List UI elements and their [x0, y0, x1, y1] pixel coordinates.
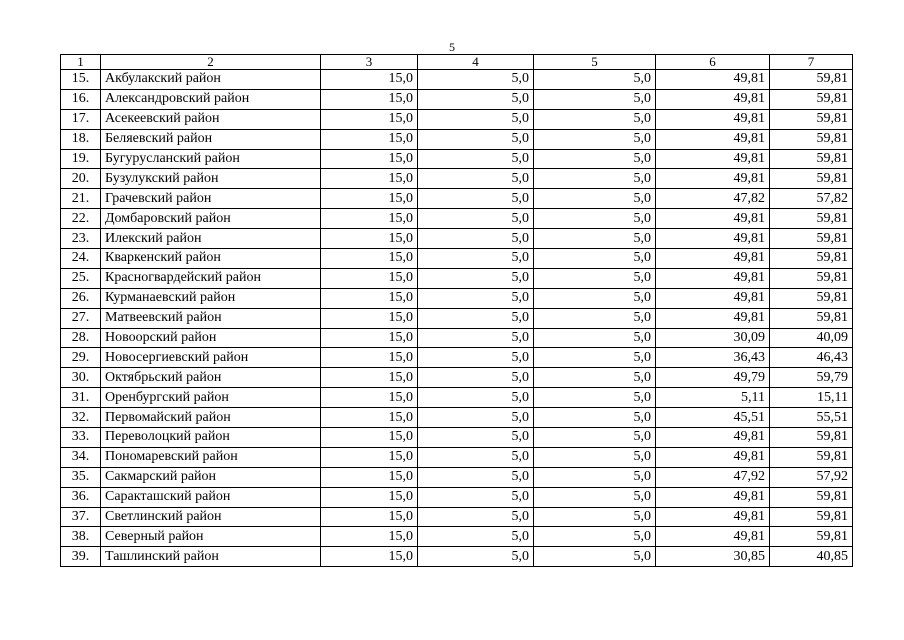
- value-cell: 15,0: [321, 428, 418, 448]
- value-cell: 15,0: [321, 547, 418, 567]
- district-name-cell: Александровский район: [101, 89, 321, 109]
- value-cell: 5,0: [534, 149, 656, 169]
- value-cell: 5,0: [534, 129, 656, 149]
- value-cell: 5,0: [418, 249, 534, 269]
- value-cell: 30,09: [656, 328, 770, 348]
- row-number-cell: 37.: [61, 507, 101, 527]
- value-cell: 45,51: [656, 408, 770, 428]
- value-cell: 59,81: [770, 308, 853, 328]
- value-cell: 5,0: [534, 348, 656, 368]
- value-cell: 15,0: [321, 129, 418, 149]
- value-cell: 5,0: [418, 229, 534, 249]
- value-cell: 5,0: [534, 408, 656, 428]
- value-cell: 5,0: [534, 189, 656, 209]
- value-cell: 5,0: [418, 408, 534, 428]
- data-table: [60, 54, 853, 567]
- row-number-cell: 30.: [61, 368, 101, 388]
- page-number: 5: [449, 40, 455, 54]
- value-cell: 5,0: [418, 328, 534, 348]
- district-name-cell: Новосергиевский район: [101, 348, 321, 368]
- value-cell: 5,0: [418, 89, 534, 109]
- value-cell: 59,81: [770, 268, 853, 288]
- value-cell: 5,11: [656, 388, 770, 408]
- value-cell: 5,0: [534, 268, 656, 288]
- district-name-cell: Оренбургский район: [101, 388, 321, 408]
- column-header: 1: [61, 55, 101, 70]
- value-cell: 40,85: [770, 547, 853, 567]
- value-cell: 49,81: [656, 249, 770, 269]
- district-name-cell: Бузулукский район: [101, 169, 321, 189]
- value-cell: 15,0: [321, 328, 418, 348]
- value-cell: 15,11: [770, 388, 853, 408]
- table-row: [61, 70, 853, 90]
- table-row: [61, 328, 853, 348]
- value-cell: 15,0: [321, 388, 418, 408]
- value-cell: 5,0: [418, 388, 534, 408]
- value-cell: 5,0: [418, 169, 534, 189]
- value-cell: 5,0: [534, 109, 656, 129]
- value-cell: 49,81: [656, 109, 770, 129]
- value-cell: 5,0: [418, 348, 534, 368]
- value-cell: 5,0: [418, 209, 534, 229]
- value-cell: 15,0: [321, 169, 418, 189]
- value-cell: 49,81: [656, 89, 770, 109]
- value-cell: 36,43: [656, 348, 770, 368]
- value-cell: 5,0: [418, 487, 534, 507]
- value-cell: 5,0: [418, 109, 534, 129]
- table-row: [61, 447, 853, 467]
- header-row: [61, 55, 853, 70]
- value-cell: 49,81: [656, 487, 770, 507]
- value-cell: 5,0: [534, 328, 656, 348]
- value-cell: 5,0: [418, 547, 534, 567]
- value-cell: 59,81: [770, 129, 853, 149]
- value-cell: 15,0: [321, 209, 418, 229]
- district-name-cell: Саракташский район: [101, 487, 321, 507]
- district-name-cell: Красногвардейский район: [101, 268, 321, 288]
- table-row: [61, 388, 853, 408]
- value-cell: 49,81: [656, 288, 770, 308]
- row-number-cell: 23.: [61, 229, 101, 249]
- value-cell: 5,0: [418, 129, 534, 149]
- value-cell: 5,0: [534, 507, 656, 527]
- value-cell: 5,0: [534, 288, 656, 308]
- table-row: [61, 109, 853, 129]
- value-cell: 5,0: [534, 527, 656, 547]
- value-cell: 49,81: [656, 428, 770, 448]
- value-cell: 15,0: [321, 467, 418, 487]
- value-cell: 15,0: [321, 70, 418, 90]
- value-cell: 15,0: [321, 447, 418, 467]
- value-cell: 5,0: [418, 507, 534, 527]
- row-number-cell: 18.: [61, 129, 101, 149]
- value-cell: 59,81: [770, 447, 853, 467]
- value-cell: 49,81: [656, 129, 770, 149]
- value-cell: 5,0: [534, 229, 656, 249]
- value-cell: 5,0: [534, 308, 656, 328]
- value-cell: 5,0: [418, 308, 534, 328]
- value-cell: 5,0: [534, 249, 656, 269]
- row-number-cell: 24.: [61, 249, 101, 269]
- table-row: [61, 527, 853, 547]
- district-name-cell: Октябрьский район: [101, 368, 321, 388]
- column-header: 7: [770, 55, 853, 70]
- table-row: [61, 507, 853, 527]
- value-cell: 5,0: [418, 70, 534, 90]
- row-number-cell: 22.: [61, 209, 101, 229]
- value-cell: 15,0: [321, 527, 418, 547]
- row-number-cell: 25.: [61, 268, 101, 288]
- district-name-cell: Матвеевский район: [101, 308, 321, 328]
- value-cell: 15,0: [321, 109, 418, 129]
- district-name-cell: Домбаровский район: [101, 209, 321, 229]
- table-row: [61, 547, 853, 567]
- value-cell: 59,81: [770, 70, 853, 90]
- table-row: [61, 89, 853, 109]
- value-cell: 57,92: [770, 467, 853, 487]
- value-cell: 59,81: [770, 169, 853, 189]
- value-cell: 5,0: [418, 447, 534, 467]
- district-name-cell: Северный район: [101, 527, 321, 547]
- district-name-cell: Новоорский район: [101, 328, 321, 348]
- row-number-cell: 29.: [61, 348, 101, 368]
- district-name-cell: Асекеевский район: [101, 109, 321, 129]
- district-name-cell: Ташлинский район: [101, 547, 321, 567]
- table-row: [61, 169, 853, 189]
- value-cell: 15,0: [321, 507, 418, 527]
- value-cell: 5,0: [418, 288, 534, 308]
- row-number-cell: 21.: [61, 189, 101, 209]
- table-row: [61, 129, 853, 149]
- value-cell: 5,0: [534, 209, 656, 229]
- value-cell: 49,81: [656, 229, 770, 249]
- district-name-cell: Курманаевский район: [101, 288, 321, 308]
- value-cell: 49,81: [656, 308, 770, 328]
- row-number-cell: 35.: [61, 467, 101, 487]
- district-name-cell: Переволоцкий район: [101, 428, 321, 448]
- row-number-cell: 26.: [61, 288, 101, 308]
- value-cell: 59,81: [770, 507, 853, 527]
- value-cell: 5,0: [418, 268, 534, 288]
- district-name-cell: Грачевский район: [101, 189, 321, 209]
- value-cell: 55,51: [770, 408, 853, 428]
- table-row: [61, 308, 853, 328]
- row-number-cell: 15.: [61, 70, 101, 90]
- value-cell: 5,0: [534, 368, 656, 388]
- district-name-cell: Бугурусланский район: [101, 149, 321, 169]
- value-cell: 57,82: [770, 189, 853, 209]
- value-cell: 15,0: [321, 229, 418, 249]
- value-cell: 5,0: [418, 527, 534, 547]
- value-cell: 5,0: [534, 447, 656, 467]
- value-cell: 5,0: [418, 368, 534, 388]
- column-header: 6: [656, 55, 770, 70]
- value-cell: 5,0: [418, 467, 534, 487]
- row-number-cell: 19.: [61, 149, 101, 169]
- value-cell: 5,0: [418, 428, 534, 448]
- table-row: [61, 467, 853, 487]
- value-cell: 59,81: [770, 229, 853, 249]
- table-row: [61, 368, 853, 388]
- row-number-cell: 28.: [61, 328, 101, 348]
- value-cell: 47,82: [656, 189, 770, 209]
- value-cell: 49,81: [656, 209, 770, 229]
- district-name-cell: Пономаревский район: [101, 447, 321, 467]
- value-cell: 46,43: [770, 348, 853, 368]
- district-name-cell: Светлинский район: [101, 507, 321, 527]
- value-cell: 59,81: [770, 527, 853, 547]
- value-cell: 15,0: [321, 368, 418, 388]
- value-cell: 5,0: [418, 189, 534, 209]
- column-header: 2: [101, 55, 321, 70]
- value-cell: 15,0: [321, 288, 418, 308]
- table-row: [61, 348, 853, 368]
- row-number-cell: 36.: [61, 487, 101, 507]
- value-cell: 59,81: [770, 487, 853, 507]
- value-cell: 15,0: [321, 89, 418, 109]
- column-header: 5: [534, 55, 656, 70]
- value-cell: 59,81: [770, 428, 853, 448]
- row-number-cell: 38.: [61, 527, 101, 547]
- table-row: [61, 209, 853, 229]
- value-cell: 15,0: [321, 189, 418, 209]
- row-number-cell: 31.: [61, 388, 101, 408]
- row-number-cell: 32.: [61, 408, 101, 428]
- district-name-cell: Кваркенский район: [101, 249, 321, 269]
- value-cell: 49,79: [656, 368, 770, 388]
- table-row: [61, 189, 853, 209]
- value-cell: 5,0: [534, 89, 656, 109]
- value-cell: 15,0: [321, 149, 418, 169]
- value-cell: 49,81: [656, 507, 770, 527]
- value-cell: 5,0: [534, 70, 656, 90]
- value-cell: 15,0: [321, 487, 418, 507]
- row-number-cell: 16.: [61, 89, 101, 109]
- table-row: [61, 408, 853, 428]
- value-cell: 5,0: [534, 169, 656, 189]
- value-cell: 40,09: [770, 328, 853, 348]
- value-cell: 59,81: [770, 89, 853, 109]
- district-name-cell: Акбулакский район: [101, 70, 321, 90]
- row-number-cell: 20.: [61, 169, 101, 189]
- value-cell: 15,0: [321, 348, 418, 368]
- table-row: [61, 149, 853, 169]
- value-cell: 30,85: [656, 547, 770, 567]
- value-cell: 59,81: [770, 149, 853, 169]
- column-header: 3: [321, 55, 418, 70]
- table-row: [61, 249, 853, 269]
- district-name-cell: Сакмарский район: [101, 467, 321, 487]
- row-number-cell: 27.: [61, 308, 101, 328]
- table-row: [61, 229, 853, 249]
- value-cell: 5,0: [534, 428, 656, 448]
- value-cell: 59,81: [770, 288, 853, 308]
- row-number-cell: 33.: [61, 428, 101, 448]
- value-cell: 49,81: [656, 149, 770, 169]
- table-row: [61, 487, 853, 507]
- district-name-cell: Беляевский район: [101, 129, 321, 149]
- value-cell: 5,0: [418, 149, 534, 169]
- value-cell: 49,81: [656, 169, 770, 189]
- row-number-cell: 34.: [61, 447, 101, 467]
- value-cell: 49,81: [656, 268, 770, 288]
- value-cell: 59,79: [770, 368, 853, 388]
- value-cell: 59,81: [770, 209, 853, 229]
- value-cell: 15,0: [321, 268, 418, 288]
- value-cell: 5,0: [534, 467, 656, 487]
- table-body: [61, 70, 853, 567]
- table-row: [61, 288, 853, 308]
- value-cell: 59,81: [770, 249, 853, 269]
- value-cell: 5,0: [534, 487, 656, 507]
- value-cell: 49,81: [656, 447, 770, 467]
- district-name-cell: Илекский район: [101, 229, 321, 249]
- district-name-cell: Первомайский район: [101, 408, 321, 428]
- value-cell: 47,92: [656, 467, 770, 487]
- value-cell: 15,0: [321, 408, 418, 428]
- value-cell: 49,81: [656, 70, 770, 90]
- value-cell: 5,0: [534, 388, 656, 408]
- column-header: 4: [418, 55, 534, 70]
- table-row: [61, 268, 853, 288]
- row-number-cell: 17.: [61, 109, 101, 129]
- table-row: [61, 428, 853, 448]
- value-cell: 59,81: [770, 109, 853, 129]
- value-cell: 15,0: [321, 308, 418, 328]
- value-cell: 5,0: [534, 547, 656, 567]
- value-cell: 49,81: [656, 527, 770, 547]
- row-number-cell: 39.: [61, 547, 101, 567]
- value-cell: 15,0: [321, 249, 418, 269]
